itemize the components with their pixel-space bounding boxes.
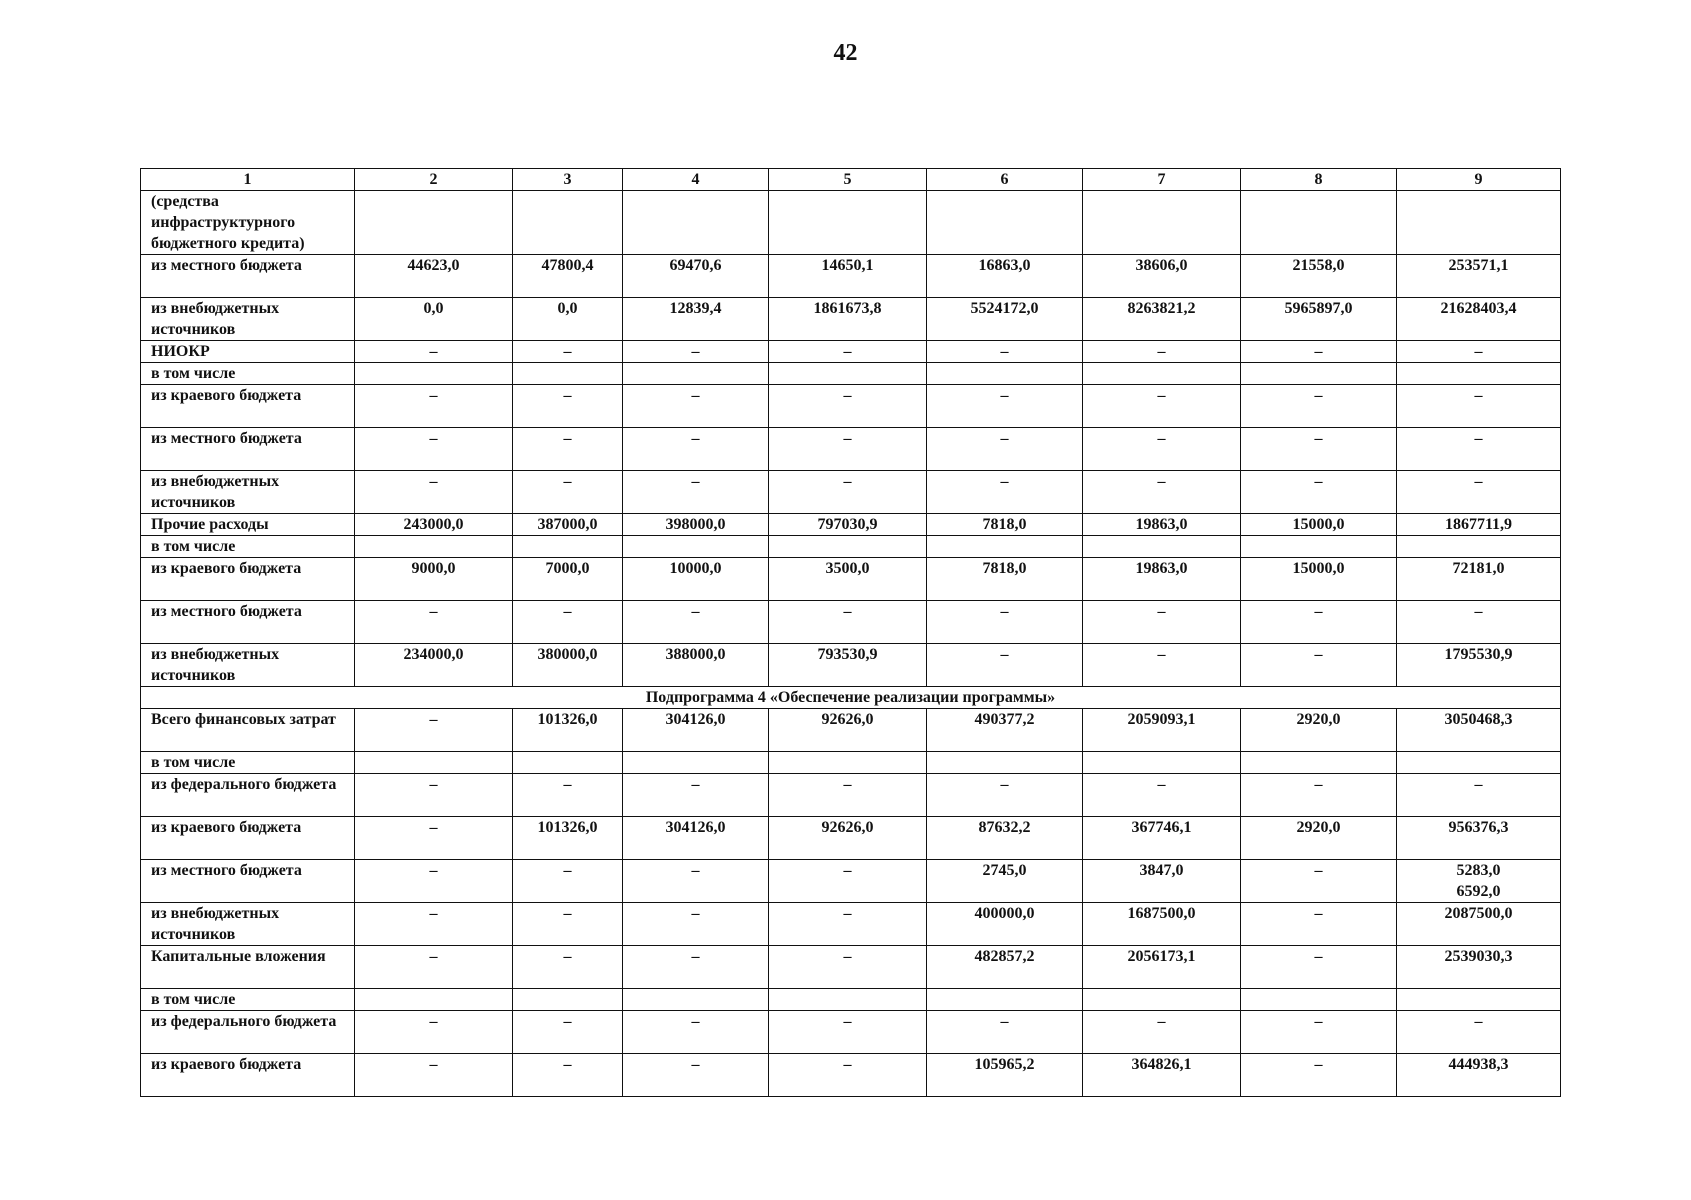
row-label: Капитальные вложения [141, 946, 355, 989]
row-label: из краевого бюджета [141, 385, 355, 428]
column-number: 7 [1083, 169, 1241, 191]
cell-value [513, 363, 623, 385]
cell-value: 2539030,3 [1397, 946, 1561, 989]
cell-value: 44623,0 [355, 255, 513, 298]
cell-value: – [513, 860, 623, 903]
cell-value: 1867711,9 [1397, 514, 1561, 536]
cell-value [927, 989, 1083, 1011]
cell-value: 9000,0 [355, 558, 513, 601]
cell-value [769, 536, 927, 558]
cell-value: 5283,0 6592,0 [1397, 860, 1561, 903]
cell-value: – [623, 341, 769, 363]
cell-value [623, 989, 769, 1011]
cell-value: – [513, 1054, 623, 1097]
column-number-row [141, 169, 1561, 191]
cell-value: 797030,9 [769, 514, 927, 536]
row-label: из краевого бюджета [141, 817, 355, 860]
cell-value: – [927, 385, 1083, 428]
row-label: из краевого бюджета [141, 1054, 355, 1097]
cell-value: 0,0 [355, 298, 513, 341]
row-label: в том числе [141, 363, 355, 385]
cell-value: – [355, 903, 513, 946]
cell-value: 7818,0 [927, 514, 1083, 536]
cell-value: – [355, 860, 513, 903]
cell-value: 956376,3 [1397, 817, 1561, 860]
financing-table [140, 168, 1561, 1097]
cell-value [927, 536, 1083, 558]
cell-value: 16863,0 [927, 255, 1083, 298]
cell-value: 8263821,2 [1083, 298, 1241, 341]
column-number: 6 [927, 169, 1083, 191]
cell-value: – [355, 709, 513, 752]
cell-value: – [769, 385, 927, 428]
cell-value [1241, 363, 1397, 385]
cell-value: – [513, 946, 623, 989]
cell-value: – [1083, 774, 1241, 817]
page-number: 42 [833, 40, 858, 66]
cell-value: – [1083, 644, 1241, 687]
cell-value: 2745,0 [927, 860, 1083, 903]
cell-value [623, 191, 769, 255]
cell-value: – [1083, 471, 1241, 514]
cell-value: – [769, 1011, 927, 1054]
row-label: из федерального бюджета [141, 774, 355, 817]
cell-value: – [355, 471, 513, 514]
cell-value: – [623, 471, 769, 514]
row-label: из внебюджетных источников [141, 298, 355, 341]
cell-value: – [927, 428, 1083, 471]
cell-value: – [513, 1011, 623, 1054]
table-row [141, 774, 1561, 817]
row-label: в том числе [141, 752, 355, 774]
cell-value: 1687500,0 [1083, 903, 1241, 946]
table-row [141, 644, 1561, 687]
cell-value: – [1241, 471, 1397, 514]
cell-value: 3500,0 [769, 558, 927, 601]
cell-value: 400000,0 [927, 903, 1083, 946]
cell-value: 304126,0 [623, 709, 769, 752]
cell-value: 482857,2 [927, 946, 1083, 989]
cell-value: 490377,2 [927, 709, 1083, 752]
cell-value [355, 363, 513, 385]
table-row [141, 536, 1561, 558]
cell-value [1083, 989, 1241, 1011]
cell-value: 5965897,0 [1241, 298, 1397, 341]
table-row [141, 385, 1561, 428]
row-label: Всего финансовых затрат [141, 709, 355, 752]
table-row [141, 903, 1561, 946]
cell-value: – [1083, 341, 1241, 363]
table-row [141, 471, 1561, 514]
cell-value: – [1241, 1054, 1397, 1097]
row-label: из местного бюджета [141, 255, 355, 298]
cell-value: 38606,0 [1083, 255, 1241, 298]
cell-value: – [513, 601, 623, 644]
row-label: из федерального бюджета [141, 1011, 355, 1054]
cell-value: – [355, 341, 513, 363]
cell-value: – [623, 860, 769, 903]
cell-value: 72181,0 [1397, 558, 1561, 601]
table-row [141, 989, 1561, 1011]
table-row [141, 1054, 1561, 1097]
cell-value: 1861673,8 [769, 298, 927, 341]
cell-value: – [623, 428, 769, 471]
cell-value: 15000,0 [1241, 558, 1397, 601]
table-row [141, 946, 1561, 989]
cell-value: – [1241, 946, 1397, 989]
cell-value: 793530,9 [769, 644, 927, 687]
row-label: Прочие расходы [141, 514, 355, 536]
table-row [141, 1011, 1561, 1054]
row-label: из местного бюджета [141, 860, 355, 903]
cell-value: – [623, 903, 769, 946]
cell-value: – [1397, 385, 1561, 428]
cell-value: – [1241, 385, 1397, 428]
cell-value: 92626,0 [769, 709, 927, 752]
cell-value: 19863,0 [1083, 558, 1241, 601]
cell-value [1241, 536, 1397, 558]
cell-value [1397, 191, 1561, 255]
cell-value: – [513, 903, 623, 946]
cell-value: – [769, 946, 927, 989]
cell-value: 380000,0 [513, 644, 623, 687]
cell-value: 398000,0 [623, 514, 769, 536]
cell-value: 7000,0 [513, 558, 623, 601]
cell-value: 87632,2 [927, 817, 1083, 860]
row-label: из местного бюджета [141, 428, 355, 471]
cell-value: – [1241, 903, 1397, 946]
cell-value: 367746,1 [1083, 817, 1241, 860]
cell-value: 19863,0 [1083, 514, 1241, 536]
cell-value: – [1397, 341, 1561, 363]
cell-value: 388000,0 [623, 644, 769, 687]
cell-value [355, 536, 513, 558]
cell-value [1083, 752, 1241, 774]
cell-value: – [1241, 774, 1397, 817]
row-label: из внебюджетных источников [141, 903, 355, 946]
cell-value: – [355, 774, 513, 817]
table-row [141, 514, 1561, 536]
cell-value: – [1397, 1011, 1561, 1054]
section-title: Подпрограмма 4 «Обеспечение реализации программы» [141, 687, 1561, 709]
cell-value: – [623, 601, 769, 644]
cell-value: – [355, 1011, 513, 1054]
cell-value: 15000,0 [1241, 514, 1397, 536]
cell-value: 234000,0 [355, 644, 513, 687]
row-label: из краевого бюджета [141, 558, 355, 601]
cell-value [513, 536, 623, 558]
cell-value [927, 363, 1083, 385]
row-label: из внебюджетных источников [141, 471, 355, 514]
cell-value: – [769, 601, 927, 644]
cell-value: – [1397, 601, 1561, 644]
cell-value: 12839,4 [623, 298, 769, 341]
row-label: в том числе [141, 536, 355, 558]
cell-value [927, 752, 1083, 774]
cell-value: 101326,0 [513, 709, 623, 752]
cell-value: 7818,0 [927, 558, 1083, 601]
table-row [141, 558, 1561, 601]
cell-value: 105965,2 [927, 1054, 1083, 1097]
cell-value [1241, 191, 1397, 255]
cell-value: – [1241, 601, 1397, 644]
cell-value: – [513, 774, 623, 817]
cell-value [1083, 191, 1241, 255]
cell-value [769, 752, 927, 774]
cell-value [927, 191, 1083, 255]
cell-value: – [769, 1054, 927, 1097]
cell-value: – [1241, 428, 1397, 471]
column-number: 5 [769, 169, 927, 191]
cell-value: 364826,1 [1083, 1054, 1241, 1097]
cell-value [513, 989, 623, 1011]
row-label: из местного бюджета [141, 601, 355, 644]
cell-value [1397, 752, 1561, 774]
cell-value [1083, 363, 1241, 385]
cell-value: – [1241, 341, 1397, 363]
cell-value [623, 536, 769, 558]
cell-value [1083, 536, 1241, 558]
cell-value [769, 363, 927, 385]
cell-value: 253571,1 [1397, 255, 1561, 298]
cell-value: 2059093,1 [1083, 709, 1241, 752]
cell-value: – [355, 817, 513, 860]
row-label: из внебюджетных источников [141, 644, 355, 687]
cell-value: – [513, 385, 623, 428]
table-row [141, 341, 1561, 363]
cell-value [623, 363, 769, 385]
cell-value: – [623, 1011, 769, 1054]
cell-value: 1795530,9 [1397, 644, 1561, 687]
cell-value: – [1083, 385, 1241, 428]
column-number: 8 [1241, 169, 1397, 191]
cell-value: 243000,0 [355, 514, 513, 536]
row-label: (средства инфраструктурного бюджетного кредита) [141, 191, 355, 255]
column-number: 4 [623, 169, 769, 191]
cell-value: – [513, 428, 623, 471]
cell-value: 3050468,3 [1397, 709, 1561, 752]
cell-value: – [1241, 644, 1397, 687]
cell-value [355, 191, 513, 255]
cell-value: 21628403,4 [1397, 298, 1561, 341]
cell-value: – [769, 428, 927, 471]
cell-value: – [1083, 1011, 1241, 1054]
cell-value: – [769, 471, 927, 514]
cell-value [769, 989, 927, 1011]
cell-value: – [927, 341, 1083, 363]
cell-value: 10000,0 [623, 558, 769, 601]
cell-value: – [769, 341, 927, 363]
cell-value [1241, 989, 1397, 1011]
cell-value: – [355, 1054, 513, 1097]
cell-value: – [927, 644, 1083, 687]
cell-value: – [1397, 774, 1561, 817]
column-number: 2 [355, 169, 513, 191]
table-row [141, 298, 1561, 341]
cell-value [1241, 752, 1397, 774]
cell-value: 101326,0 [513, 817, 623, 860]
cell-value: – [623, 385, 769, 428]
table-row [141, 428, 1561, 471]
cell-value: 47800,4 [513, 255, 623, 298]
cell-value: – [1241, 860, 1397, 903]
cell-value: – [769, 860, 927, 903]
cell-value: 2087500,0 [1397, 903, 1561, 946]
cell-value: 21558,0 [1241, 255, 1397, 298]
cell-value: – [513, 341, 623, 363]
cell-value: 304126,0 [623, 817, 769, 860]
cell-value: 3847,0 [1083, 860, 1241, 903]
column-number: 3 [513, 169, 623, 191]
row-label: в том числе [141, 989, 355, 1011]
cell-value: – [769, 774, 927, 817]
cell-value: 5524172,0 [927, 298, 1083, 341]
cell-value [623, 752, 769, 774]
column-number: 1 [141, 169, 355, 191]
cell-value: 2920,0 [1241, 817, 1397, 860]
table-row [141, 191, 1561, 255]
cell-value [769, 191, 927, 255]
table-row [141, 709, 1561, 752]
cell-value [513, 191, 623, 255]
cell-value [355, 989, 513, 1011]
cell-value: – [1083, 601, 1241, 644]
cell-value: – [355, 428, 513, 471]
cell-value: 2056173,1 [1083, 946, 1241, 989]
table-row [141, 601, 1561, 644]
cell-value: 14650,1 [769, 255, 927, 298]
cell-value: 92626,0 [769, 817, 927, 860]
cell-value: – [927, 601, 1083, 644]
cell-value: – [1241, 1011, 1397, 1054]
cell-value: 444938,3 [1397, 1054, 1561, 1097]
cell-value: – [355, 946, 513, 989]
cell-value: – [355, 601, 513, 644]
cell-value [1397, 363, 1561, 385]
section-row [141, 687, 1561, 709]
column-number: 9 [1397, 169, 1561, 191]
table-row [141, 860, 1561, 903]
table-row [141, 255, 1561, 298]
cell-value: – [769, 903, 927, 946]
cell-value: – [927, 1011, 1083, 1054]
cell-value: 0,0 [513, 298, 623, 341]
cell-value: 387000,0 [513, 514, 623, 536]
cell-value: – [623, 1054, 769, 1097]
table-row [141, 752, 1561, 774]
table-row [141, 363, 1561, 385]
cell-value: – [1397, 428, 1561, 471]
row-label: НИОКР [141, 341, 355, 363]
table-row [141, 817, 1561, 860]
cell-value: 69470,6 [623, 255, 769, 298]
cell-value [1397, 536, 1561, 558]
cell-value: – [1397, 471, 1561, 514]
cell-value [355, 752, 513, 774]
cell-value: – [927, 471, 1083, 514]
cell-value: – [623, 774, 769, 817]
cell-value: – [927, 774, 1083, 817]
cell-value: – [513, 471, 623, 514]
cell-value [513, 752, 623, 774]
cell-value: – [1083, 428, 1241, 471]
cell-value: – [355, 385, 513, 428]
cell-value [1397, 989, 1561, 1011]
cell-value: – [623, 946, 769, 989]
cell-value: 2920,0 [1241, 709, 1397, 752]
